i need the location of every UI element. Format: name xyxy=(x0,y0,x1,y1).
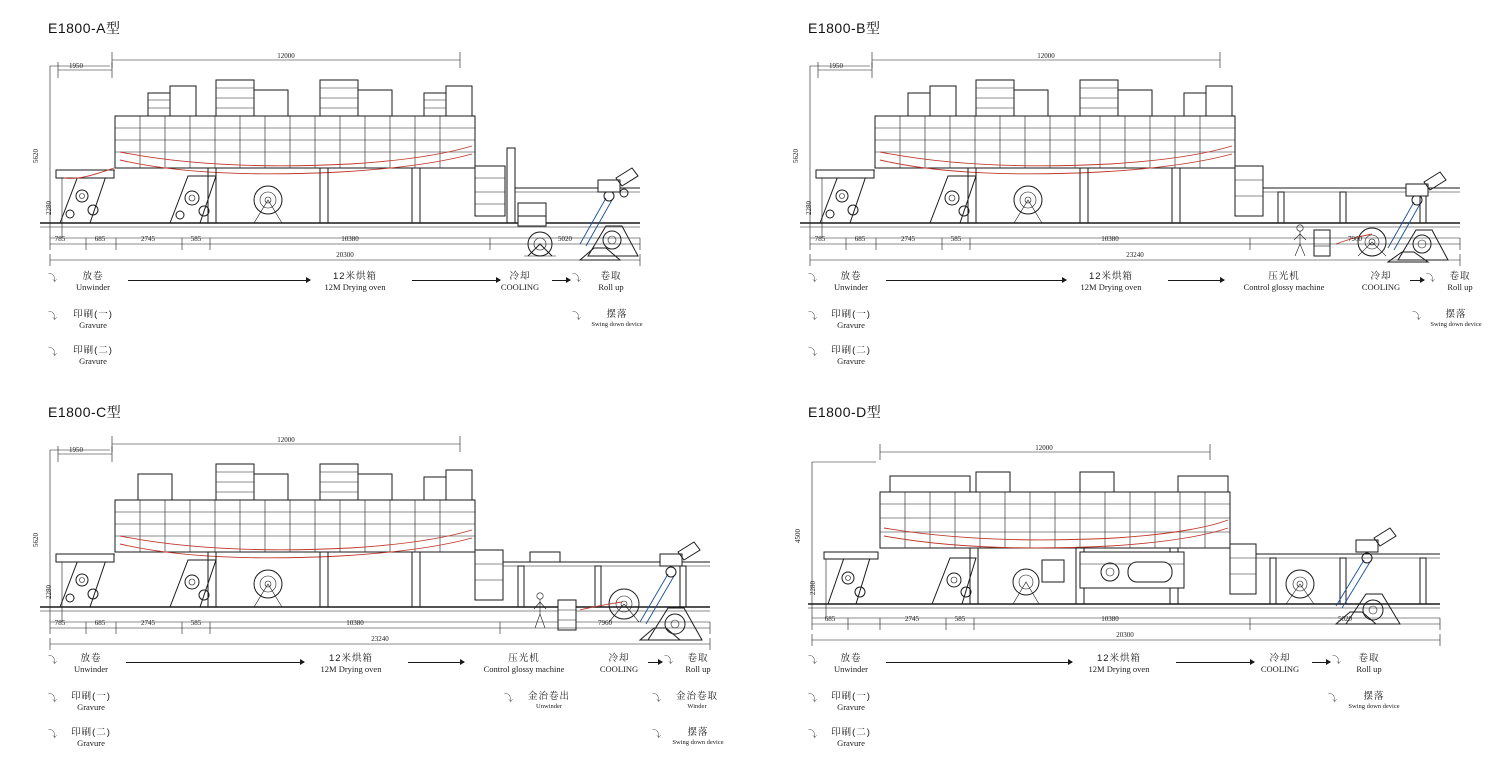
legend-item-gravure-2: 印刷(二) Gravure xyxy=(831,727,871,748)
arrow-icon: ⤵ xyxy=(48,655,58,665)
panel-a-legend xyxy=(0,268,750,388)
arrow-icon: ⤵ xyxy=(1332,655,1342,665)
svg-text:5020: 5020 xyxy=(558,235,572,243)
svg-text:2745: 2745 xyxy=(905,615,919,623)
legend-item-cooling: 冷却 COOLING xyxy=(500,271,540,292)
flow-arrow xyxy=(648,662,662,663)
svg-text:20300: 20300 xyxy=(336,251,354,259)
arrow-icon: ⤵ xyxy=(808,273,818,283)
flow-arrow xyxy=(408,662,464,663)
flow-arrow xyxy=(552,280,570,281)
svg-text:585: 585 xyxy=(190,619,202,627)
svg-text:2745: 2745 xyxy=(141,619,155,627)
legend-item-oven: 12米烘箱 12M Drying oven xyxy=(324,271,386,292)
arrow-icon: ⤵ xyxy=(808,655,818,665)
arrow-icon: ⤵ xyxy=(572,273,582,283)
svg-text:785: 785 xyxy=(54,619,66,627)
legend-item-swing-down: 摆落 Swing down device xyxy=(1348,691,1400,710)
legend-item-rollup: 卷取 Roll up xyxy=(1356,653,1382,674)
panel-c-title: E1800-C型 xyxy=(48,404,122,420)
svg-text:2280: 2280 xyxy=(45,201,53,215)
arrow-icon: ⤵ xyxy=(808,693,818,703)
svg-text:5620: 5620 xyxy=(792,149,800,163)
svg-text:10380: 10380 xyxy=(1101,615,1119,623)
svg-text:5620: 5620 xyxy=(32,533,40,547)
svg-text:23240: 23240 xyxy=(371,635,389,643)
panel-d-legend xyxy=(760,650,1500,780)
legend-item-gravure-2: 印刷(二) Gravure xyxy=(831,345,871,366)
svg-text:4500: 4500 xyxy=(794,529,802,543)
svg-text:10380: 10380 xyxy=(341,235,359,243)
svg-text:7960: 7960 xyxy=(1348,235,1362,243)
svg-text:685: 685 xyxy=(824,615,836,623)
legend-item-swing-down: 摆落 Swing down device xyxy=(591,309,643,328)
svg-text:2280: 2280 xyxy=(809,581,817,595)
legend-item-cooling: 冷却 COOLING xyxy=(599,653,639,674)
svg-text:1950: 1950 xyxy=(69,446,83,454)
arrow-icon: ⤵ xyxy=(652,729,662,739)
panel-d-title: E1800-D型 xyxy=(808,404,882,420)
panel-a-title: E1800-A型 xyxy=(48,20,121,36)
panel-b xyxy=(760,0,1500,392)
legend-item-rollup: 卷取 Roll up xyxy=(1447,271,1473,292)
panel-c xyxy=(0,392,750,783)
arrow-icon: ⤵ xyxy=(48,693,58,703)
flow-arrow xyxy=(1410,280,1424,281)
svg-text:12000: 12000 xyxy=(1035,444,1053,452)
legend-item-oven: 12米烘箱 12M Drying oven xyxy=(1088,653,1150,674)
legend-item-foil-unwinder: 金治卷出 Unwinder xyxy=(527,691,570,710)
panel-b-drawing xyxy=(780,48,1500,298)
arrow-icon: ⤵ xyxy=(1426,273,1436,283)
flow-arrow xyxy=(886,662,1072,663)
legend-item-gravure-2: 印刷(二) Gravure xyxy=(73,345,113,366)
arrow-icon: ⤵ xyxy=(48,311,58,321)
svg-text:685: 685 xyxy=(94,619,106,627)
svg-text:5620: 5620 xyxy=(32,149,40,163)
svg-text:585: 585 xyxy=(950,235,962,243)
svg-text:23240: 23240 xyxy=(1126,251,1144,259)
legend-item-unwinder: 放卷 Unwinder xyxy=(74,653,108,674)
flow-arrow xyxy=(1312,662,1330,663)
legend-item-oven: 12米烘箱 12M Drying oven xyxy=(1080,271,1142,292)
arrow-icon: ⤵ xyxy=(1412,311,1422,321)
svg-text:1950: 1950 xyxy=(829,62,843,70)
flow-arrow xyxy=(1168,280,1224,281)
svg-text:785: 785 xyxy=(814,235,826,243)
panel-d-drawing xyxy=(780,432,1500,682)
flow-arrow xyxy=(126,662,304,663)
svg-text:685: 685 xyxy=(94,235,106,243)
svg-text:2280: 2280 xyxy=(45,585,53,599)
legend-item-rollup: 卷取 Roll up xyxy=(685,653,711,674)
arrow-icon: ⤵ xyxy=(48,729,58,739)
arrow-icon: ⤵ xyxy=(572,311,582,321)
panel-b-title: E1800-B型 xyxy=(808,20,881,36)
arrow-icon: ⤵ xyxy=(1328,693,1338,703)
arrow-icon: ⤵ xyxy=(652,693,662,703)
svg-text:585: 585 xyxy=(190,235,202,243)
svg-text:12000: 12000 xyxy=(277,436,295,444)
legend-item-unwinder: 放卷 Unwinder xyxy=(834,653,868,674)
svg-text:685: 685 xyxy=(854,235,866,243)
legend-item-swing-down: 摆落 Swing down device xyxy=(672,727,724,746)
legend-item-rollup: 卷取 Roll up xyxy=(598,271,624,292)
svg-text:2280: 2280 xyxy=(805,201,813,215)
svg-text:20300: 20300 xyxy=(1116,631,1134,639)
legend-item-swing-down: 摆落 Swing down device xyxy=(1430,309,1482,328)
svg-text:585: 585 xyxy=(954,615,966,623)
arrow-icon: ⤵ xyxy=(504,693,514,703)
arrow-icon: ⤵ xyxy=(808,311,818,321)
dim-a-top-2: 12000 xyxy=(277,52,295,60)
svg-text:2745: 2745 xyxy=(141,235,155,243)
panel-d xyxy=(760,392,1500,783)
arrow-icon: ⤵ xyxy=(48,347,58,357)
flow-arrow xyxy=(128,280,310,281)
legend-item-unwinder: 放卷 Unwinder xyxy=(76,271,110,292)
legend-item-gravure-2: 印刷(二) Gravure xyxy=(71,727,111,748)
flow-arrow xyxy=(886,280,1066,281)
legend-item-gravure-1: 印刷(一) Gravure xyxy=(71,691,111,712)
svg-text:7960: 7960 xyxy=(598,619,612,627)
svg-text:2745: 2745 xyxy=(901,235,915,243)
dim-a-top-1: 1950 xyxy=(69,62,83,70)
flow-arrow xyxy=(1176,662,1254,663)
legend-item-gravure-1: 印刷(一) Gravure xyxy=(831,309,871,330)
svg-text:785: 785 xyxy=(54,235,66,243)
legend-item-oven: 12米烘箱 12M Drying oven xyxy=(320,653,382,674)
svg-text:5020: 5020 xyxy=(1338,615,1352,623)
arrow-icon: ⤵ xyxy=(808,729,818,739)
panel-a-drawing xyxy=(20,48,740,298)
arrow-icon: ⤵ xyxy=(808,347,818,357)
svg-text:10380: 10380 xyxy=(346,619,364,627)
legend-item-gravure-1: 印刷(一) Gravure xyxy=(831,691,871,712)
legend-item-glossy: 压光机 Control glossy machine xyxy=(483,653,565,674)
legend-item-foil-winder: 金治卷取 Winder xyxy=(675,691,718,710)
svg-text:12000: 12000 xyxy=(1037,52,1055,60)
panel-c-legend xyxy=(0,650,750,780)
arrow-icon: ⤵ xyxy=(664,655,674,665)
arrow-icon: ⤵ xyxy=(48,273,58,283)
flow-arrow xyxy=(412,280,500,281)
legend-item-unwinder: 放卷 Unwinder xyxy=(834,271,868,292)
legend-item-gravure-1: 印刷(一) Gravure xyxy=(73,309,113,330)
legend-item-cooling: 冷却 COOLING xyxy=(1260,653,1300,674)
legend-item-cooling: 冷却 COOLING xyxy=(1361,271,1401,292)
panel-a xyxy=(0,0,750,392)
panel-b-legend xyxy=(760,268,1500,388)
legend-item-glossy: 压光机 Control glossy machine xyxy=(1243,271,1325,292)
svg-text:10380: 10380 xyxy=(1101,235,1119,243)
panel-c-drawing xyxy=(20,432,760,682)
